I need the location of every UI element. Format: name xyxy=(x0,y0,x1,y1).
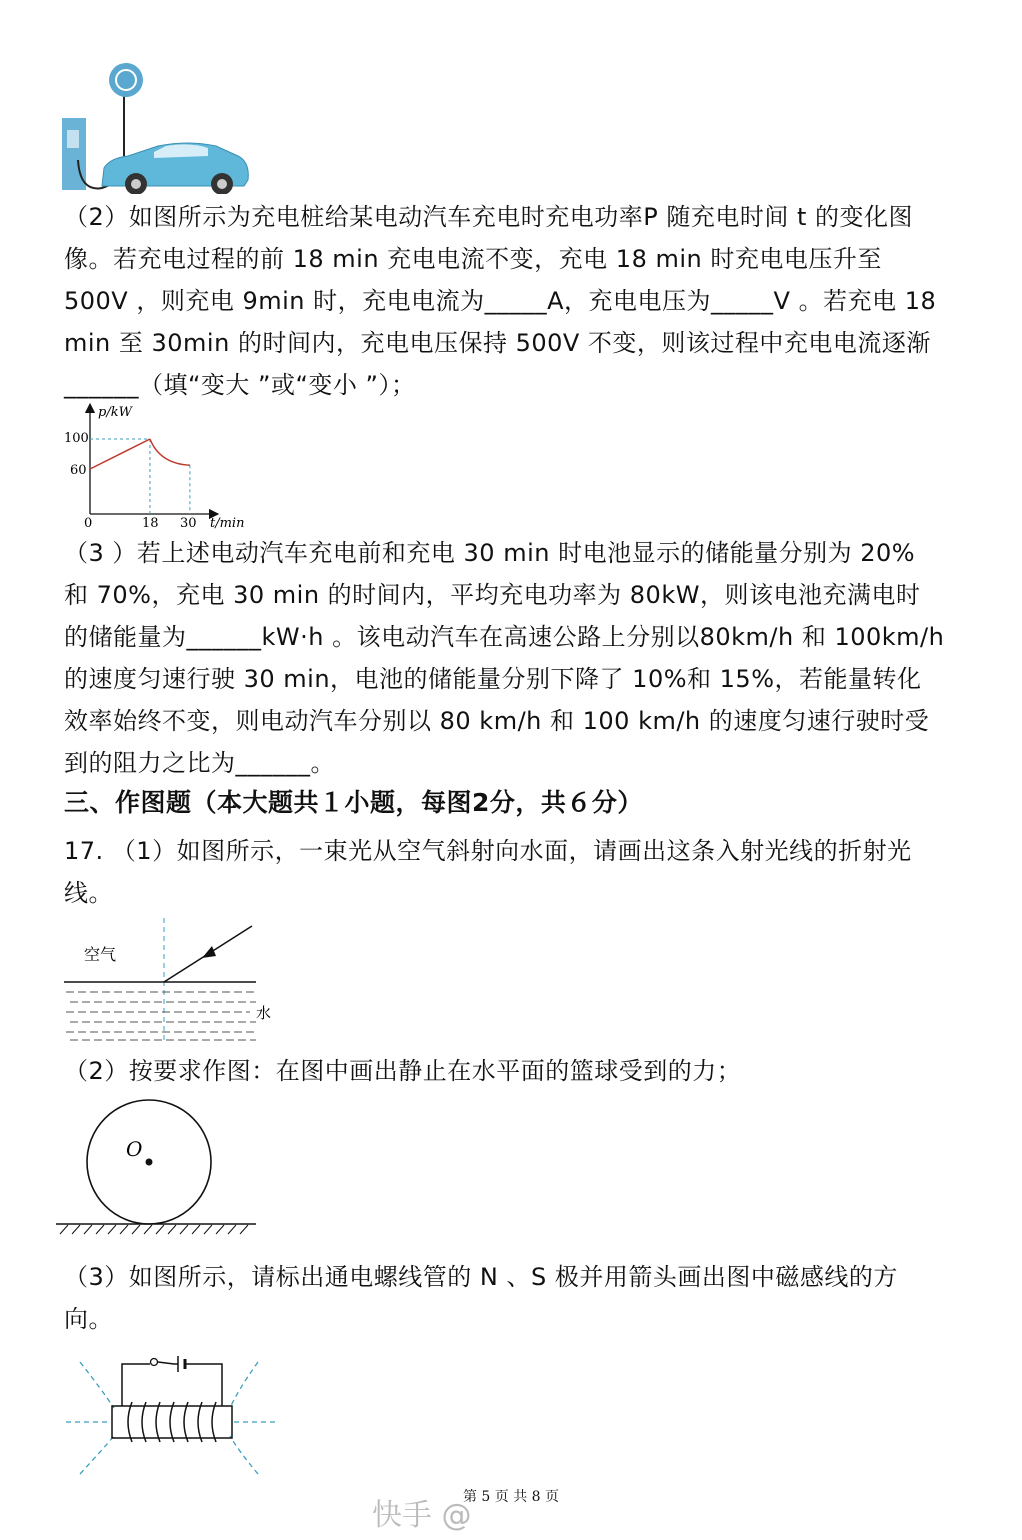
arrow-icon xyxy=(202,946,216,958)
text-line: 的速度匀速行驶 30 min，电池的储能量分别下降了 10%和 15%，若能量转化 xyxy=(64,665,922,693)
y-axis-label: p/kW xyxy=(98,405,132,420)
y-tick-label: 100 xyxy=(64,431,89,446)
page-footer: 第 5 页 共 8 页 xyxy=(462,1489,560,1505)
circuit-wire xyxy=(185,1364,222,1406)
y-tick-label: 60 xyxy=(70,463,87,478)
x-tick-label: 30 xyxy=(180,516,197,531)
text-line: 向。 xyxy=(64,1305,113,1333)
watermark: 快手 @ xyxy=(372,1498,472,1533)
text-line: （2）按要求作图：在图中画出静止在水平面的篮球受到的力； xyxy=(64,1057,742,1085)
switch-contact xyxy=(151,1359,158,1366)
text-line: 线。 xyxy=(64,879,113,907)
water-label: 水 xyxy=(256,1004,272,1022)
x-axis-label: t/min xyxy=(210,516,245,531)
x-tick-label: 0 xyxy=(84,516,93,531)
text-line: 的储能量为______kW·h 。该电动汽车在高速公路上分别以80km/h 和 100km/h xyxy=(64,623,945,651)
basketball-diagram xyxy=(54,1096,260,1242)
text-line: （3）如图所示，请标出通电螺线管的 N 、S 极并用箭头画出图中磁感线的方 xyxy=(64,1263,898,1291)
section-heading: 三、作图题（本大题共１小题，每图2分，共６分） xyxy=(64,788,643,817)
text-line: （3 ）若上述电动汽车充电前和充电 30 min 时电池显示的储能量分别为 20% xyxy=(64,539,916,567)
air-label: 空气 xyxy=(84,945,117,964)
text-line: 和 70%，充电 30 min 的时间内，平均充电功率为 80kW，则该电池充满电时 xyxy=(64,581,921,609)
power-time-graph xyxy=(58,402,258,534)
solenoid-diagram xyxy=(62,1350,278,1476)
text-line: 像。若充电过程的前 18 min 充电电流不变，充电 18 min 时充电电压升至 xyxy=(64,245,882,273)
center-label: O xyxy=(126,1137,143,1161)
power-line-segment-fall xyxy=(150,439,190,465)
refraction-diagram xyxy=(60,914,280,1046)
ground-hatching xyxy=(60,1225,248,1234)
power-line-segment-rise xyxy=(90,439,150,469)
x-tick-label: 18 xyxy=(142,516,159,531)
water-hatching xyxy=(66,992,256,1040)
circuit-wire xyxy=(122,1364,150,1406)
text-line: min 至 30min 的时间内，充电电压保持 500V 不变，则该过程中充电电流逐渐 xyxy=(64,329,931,357)
text-line: 17. （1）如图所示，一束光从空气斜射向水面，请画出这条入射光线的折射光 xyxy=(64,837,912,865)
charging-sign-icon xyxy=(109,63,143,97)
text-line: 500V ，则充电 9min 时，充电电流为_____A，充电电压为_____V 。若充电 18 xyxy=(64,287,937,315)
text-line: ______（填“变大 ”或“变小 ”）； xyxy=(64,371,416,399)
text-line: （2）如图所示为充电桩给某电动汽车充电时充电功率P 随充电时间 t 的变化图 xyxy=(64,203,914,231)
magnetic-field-lines xyxy=(66,1362,276,1474)
solenoid-coil xyxy=(128,1402,216,1442)
text-line: 效率始终不变，则电动汽车分别以 80 km/h 和 100 km/h 的速度匀速行驶时受 xyxy=(64,707,930,735)
charging-car-illustration xyxy=(58,60,254,194)
text-line: 到的阻力之比为______。 xyxy=(64,749,335,777)
switch-lever xyxy=(158,1362,174,1364)
center-point xyxy=(146,1159,153,1166)
